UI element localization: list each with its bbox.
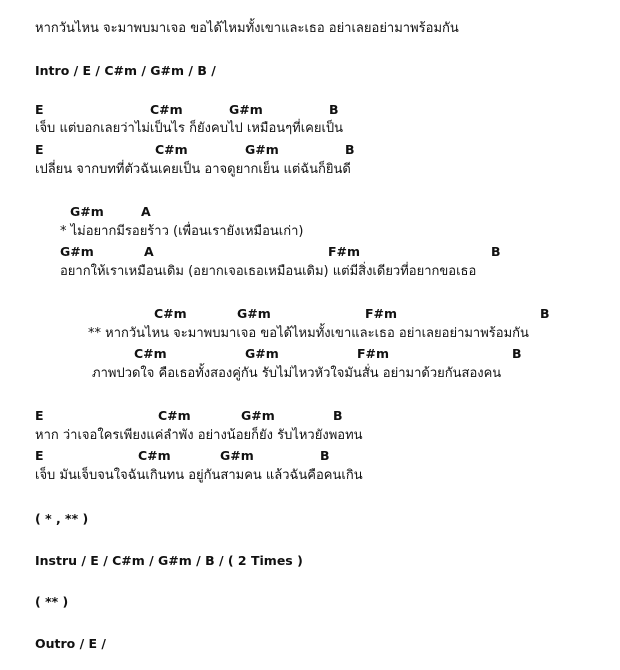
chord: G#m <box>220 448 254 463</box>
chord: G#m <box>245 142 279 157</box>
chord: B <box>512 346 522 361</box>
chord: E <box>35 102 44 117</box>
chord: G#m <box>60 244 94 259</box>
chord: F#m <box>365 306 398 321</box>
chord: F#m <box>357 346 390 361</box>
repeat-marker: ( ** ) <box>35 594 69 609</box>
lyric-line: หาก ว่าเจอใครเพียงแค่ลำพัง อย่างน้อยก็ยัง รับไหวยังพอทน <box>35 428 363 443</box>
chord: E <box>35 448 44 463</box>
lyric-line: ภาพปวดใจ คือเธอทั้งสองคู่กัน รับไม่ไหวหัวใจมันสั่น อย่ามาด้วยกันสองคน <box>92 366 502 381</box>
intro-chords: Intro / E / C#m / G#m / B / <box>35 63 216 78</box>
header-lyric: หากวันไหน จะมาพบมาเจอ ขอได้ไหมทั้งเขาและเธอ อย่าเลยอย่ามาพร้อมกัน <box>35 21 459 36</box>
chord: B <box>320 448 330 463</box>
lyric-line: * ไม่อยากมีรอยร้าว (เพื่อนเรายังเหมือนเก่า) <box>60 224 304 239</box>
chord: G#m <box>229 102 263 117</box>
chord: C#m <box>155 142 188 157</box>
chord: B <box>491 244 501 259</box>
repeat-marker: ( * , ** ) <box>35 511 89 526</box>
instru-chords: Instru / E / C#m / G#m / B / ( 2 Times ) <box>35 553 303 568</box>
chord: C#m <box>138 448 171 463</box>
chord: G#m <box>245 346 279 361</box>
chord: C#m <box>134 346 167 361</box>
chord: B <box>540 306 550 321</box>
chord: C#m <box>154 306 187 321</box>
lyric-line: อยากให้เราเหมือนเดิม (อยากเจอเธอเหมือนเดิม) แต่มีสิ่งเดียวที่อยากขอเธอ <box>60 264 477 279</box>
chord: E <box>35 142 44 157</box>
chord: F#m <box>328 244 361 259</box>
lyric-line: เจ็บ มันเจ็บจนใจฉันเกินทน อยู่กันสามคน แล้วฉันคือคนเกิน <box>35 468 363 483</box>
chord: G#m <box>70 204 104 219</box>
chord: B <box>329 102 339 117</box>
chord: B <box>345 142 355 157</box>
chord: A <box>141 204 151 219</box>
outro-chords: Outro / E / <box>35 636 106 651</box>
chord: G#m <box>237 306 271 321</box>
chord: A <box>144 244 154 259</box>
chord: B <box>333 408 343 423</box>
lyric-line: ** หากวันไหน จะมาพบมาเจอ ขอได้ไหมทั้งเขาและเธอ อย่าเลยอย่ามาพร้อมกัน <box>88 326 529 341</box>
chord: E <box>35 408 44 423</box>
lyric-line: เจ็บ แต่บอกเลยว่าไม่เป็นไร ก็ยังคบไป เหมือนๆที่เคยเป็น <box>35 121 344 136</box>
chord: C#m <box>158 408 191 423</box>
chord: C#m <box>150 102 183 117</box>
lyric-line: เปลี่ยน จากบทที่ตัวฉันเคยเป็น อาจดูยากเย็น แต่ฉันก็ยินดี <box>35 162 351 177</box>
chord: G#m <box>241 408 275 423</box>
